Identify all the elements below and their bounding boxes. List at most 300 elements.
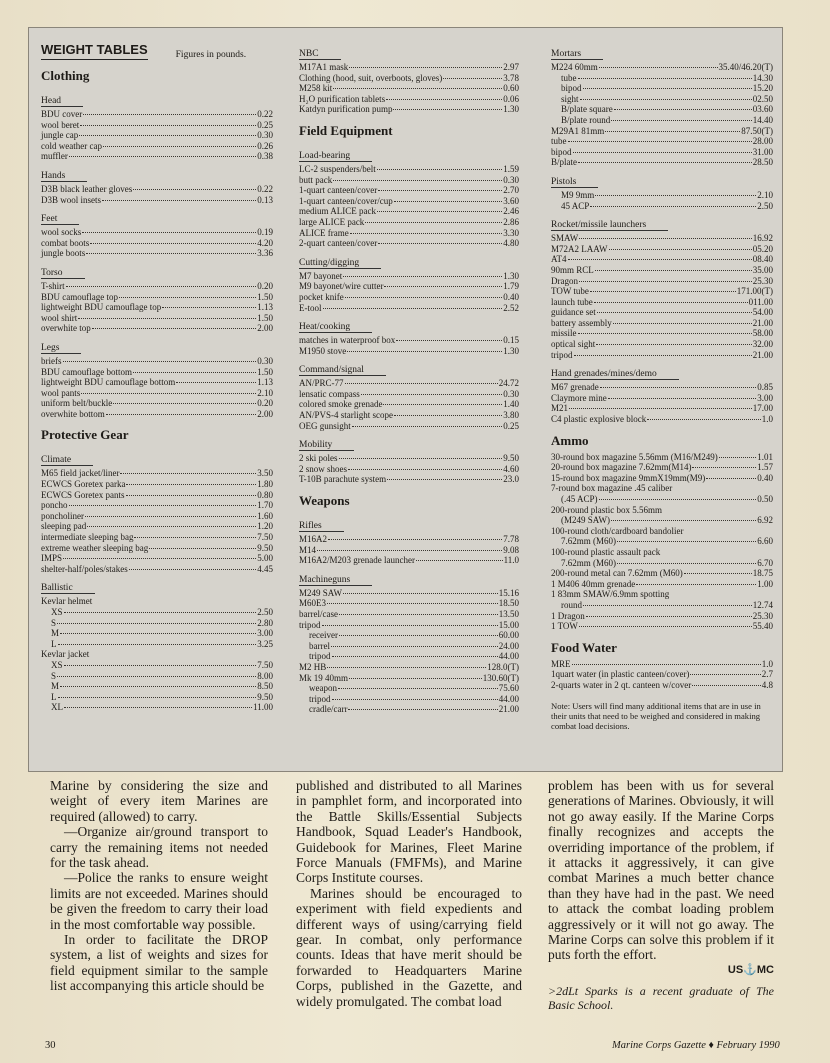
item-weight: 0.40 xyxy=(757,472,773,483)
item-weight: 2.50 xyxy=(757,200,773,211)
dot-leader xyxy=(349,678,482,679)
dot-leader xyxy=(579,626,752,627)
item-weight: 58.00 xyxy=(752,328,773,339)
table-row xyxy=(41,639,273,650)
item-weight: 0.50 xyxy=(757,494,773,504)
dot-leader xyxy=(87,526,256,527)
table-row xyxy=(551,233,773,244)
item-name: poncholiner xyxy=(41,510,84,521)
item-weight: 13.50 xyxy=(498,609,519,619)
item-name: 15-round box magazine 9mmX19mm(M9) xyxy=(551,472,706,483)
item-weight: 4.60 xyxy=(503,463,519,474)
table-row xyxy=(41,238,273,249)
item-name: T-10B parachute system xyxy=(299,474,387,485)
item-name: 30-round box magazine 5.56mm (M16/M249) xyxy=(551,451,718,462)
table-row xyxy=(551,568,773,579)
subsection-label: Legs xyxy=(41,343,81,354)
item-name: wool pants xyxy=(41,387,81,398)
subsection-heading xyxy=(299,566,519,588)
item-name: 1 83mm SMAW/6.9mm spotting xyxy=(551,589,670,600)
subsection-label: Hand grenades/mines/demo xyxy=(551,369,679,380)
dot-leader xyxy=(63,361,257,362)
table-row xyxy=(551,297,773,308)
table-row xyxy=(41,596,273,607)
dot-leader xyxy=(352,426,503,427)
item-name: lensatic compass xyxy=(299,388,360,399)
item-weight: 0.20 xyxy=(257,398,273,409)
item-name: 1-quart canteen/cover xyxy=(299,185,378,196)
dot-leader xyxy=(64,665,257,666)
item-name: ALICE frame xyxy=(299,227,349,238)
item-name: Mk 19 40mm xyxy=(299,672,349,683)
item-weight: 3.30 xyxy=(503,227,519,238)
item-name: M258 kit xyxy=(299,83,333,94)
dot-leader xyxy=(90,243,256,244)
item-weight: 16.92 xyxy=(752,233,773,244)
item-weight: 1.30 xyxy=(503,345,519,356)
subsection-heading xyxy=(299,249,519,271)
table-row xyxy=(551,611,773,622)
item-name: D3B black leather gloves xyxy=(41,183,133,194)
table-row xyxy=(41,292,273,303)
dot-leader xyxy=(327,603,498,604)
item-weight: 4.80 xyxy=(503,238,519,249)
item-name: overwhite top xyxy=(41,323,91,334)
section-heading: Ammo xyxy=(551,432,589,448)
table-row xyxy=(551,190,773,201)
item-weight: 35.00 xyxy=(752,264,773,275)
dot-leader xyxy=(597,312,752,313)
table-row xyxy=(299,206,519,217)
dot-leader xyxy=(719,457,757,458)
table-row xyxy=(41,323,273,334)
dot-leader xyxy=(60,686,256,687)
table-row xyxy=(299,630,519,641)
subsection-label: Mortars xyxy=(551,49,603,60)
item-weight: 1.30 xyxy=(503,270,519,281)
item-name: LC-2 suspenders/belt xyxy=(299,163,376,174)
item-weight: 75.60 xyxy=(498,683,519,694)
table-row xyxy=(551,462,773,473)
dot-leader xyxy=(83,114,256,115)
item-name: intermediate sleeping bag xyxy=(41,532,134,543)
table-row xyxy=(299,464,519,475)
section-heading: Field Equipment xyxy=(299,122,393,138)
dot-leader xyxy=(60,633,256,634)
subsection-heading xyxy=(551,211,773,233)
item-name: BDU camouflage top xyxy=(41,291,118,302)
item-weight: 2.46 xyxy=(503,206,519,217)
item-name: jungle cap xyxy=(41,130,79,141)
author-bio: >2dLt Sparks is a recent graduate of The Basic School. xyxy=(548,984,774,1013)
item-name: 100-round cloth/cardboard bandolier xyxy=(551,525,684,536)
item-name: BDU camouflage bottom xyxy=(41,366,132,377)
item-weight: 2.70 xyxy=(503,185,519,196)
item-name: L xyxy=(51,638,57,649)
dot-leader xyxy=(82,232,256,233)
item-weight: 25.30 xyxy=(752,275,773,286)
dot-leader xyxy=(323,308,503,309)
item-name: matches in waterproof box xyxy=(299,335,396,346)
item-weight: 3.00 xyxy=(757,392,773,403)
item-name: pocket knife xyxy=(299,291,344,302)
dot-leader xyxy=(133,189,256,190)
item-name: XS xyxy=(51,607,63,617)
dot-leader xyxy=(332,656,498,657)
item-name: SMAW xyxy=(551,233,579,244)
item-name: 1 Dragon xyxy=(551,610,585,621)
item-weight: 1.50 xyxy=(257,312,273,323)
item-weight: 1.20 xyxy=(257,521,273,532)
subsection-heading xyxy=(551,168,773,190)
item-name: M224 60mm xyxy=(551,62,598,72)
item-weight: 60.00 xyxy=(498,630,519,641)
subsection-heading xyxy=(551,360,773,382)
item-name: Clothing (hood, suit, overboots, gloves) xyxy=(299,72,443,83)
item-weight: 0.30 xyxy=(503,388,519,399)
item-name: overwhite bottom xyxy=(41,408,105,419)
item-weight: 1.80 xyxy=(257,479,273,490)
table-row xyxy=(551,115,773,126)
table-row xyxy=(551,147,773,158)
item-weight: 28.50 xyxy=(752,157,773,168)
dot-leader xyxy=(103,146,256,147)
table-row xyxy=(551,83,773,94)
item-weight: 1.79 xyxy=(503,281,519,292)
table-row xyxy=(551,536,773,547)
item-weight: 02.50 xyxy=(752,93,773,104)
section-heading: Protective Gear xyxy=(41,427,129,443)
table-row xyxy=(299,598,519,609)
item-name: 2 ski poles xyxy=(299,453,338,464)
table-row xyxy=(551,589,773,600)
dot-leader xyxy=(580,99,752,100)
dot-leader xyxy=(599,499,757,500)
table-row xyxy=(299,238,519,249)
table-row xyxy=(41,521,273,532)
dot-leader xyxy=(345,297,503,298)
article-paragraph: Marines should be encouraged to experiment with field expedients and different ways of using/carrying field gear. In combat, only performance counts. Ideas that have merit should be forwarded to Headquarters Marine Corps, published in the Gazette, and widely promulgated. The combat load xyxy=(296,885,522,1009)
item-name: 7.62mm (M60) xyxy=(561,557,616,568)
table-column-1 xyxy=(41,42,273,713)
dot-leader xyxy=(396,340,502,341)
item-weight: 3.60 xyxy=(503,195,519,206)
section-heading: Clothing xyxy=(41,68,90,83)
item-weight: 15.00 xyxy=(498,619,519,630)
item-name: 1 M406 40mm grenade xyxy=(551,578,636,589)
table-row xyxy=(551,382,773,393)
table-row xyxy=(551,350,773,361)
item-weight: 6.60 xyxy=(757,536,773,547)
subsection-heading xyxy=(41,87,273,109)
item-weight: 0.15 xyxy=(503,335,519,346)
table-row xyxy=(299,228,519,239)
item-name: M29A1 81mm xyxy=(551,125,605,136)
table-row xyxy=(299,389,519,400)
dot-leader xyxy=(64,612,257,613)
table-row xyxy=(299,651,519,662)
item-name: jungle boots xyxy=(41,248,86,259)
item-name: combat boots xyxy=(41,237,90,248)
item-weight: 54.00 xyxy=(752,307,773,318)
item-weight: 0.13 xyxy=(257,194,273,205)
item-name: 1quart water (in plastic canteen/cover) xyxy=(551,669,690,680)
item-weight: 3.80 xyxy=(503,410,519,421)
table-row xyxy=(551,414,773,425)
dot-leader xyxy=(333,88,502,89)
dot-leader xyxy=(113,403,256,404)
dot-leader xyxy=(387,479,502,480)
table-row xyxy=(299,683,519,694)
table-row xyxy=(551,680,773,691)
item-weight: 1.13 xyxy=(257,302,273,313)
table-title: WEIGHT TABLES xyxy=(41,42,148,60)
dot-leader xyxy=(85,516,256,517)
item-name: bipod xyxy=(561,83,582,94)
dot-leader xyxy=(86,253,256,254)
dot-leader xyxy=(365,222,502,223)
dot-leader xyxy=(120,473,256,474)
section-heading: Food Water xyxy=(551,639,617,655)
table-row xyxy=(41,607,273,618)
dot-leader xyxy=(345,383,498,384)
item-weight: 14.40 xyxy=(752,114,773,125)
table-row xyxy=(41,500,273,511)
table-row xyxy=(551,307,773,318)
item-weight: 4.20 xyxy=(257,237,273,248)
item-name: large ALICE pack xyxy=(299,216,365,227)
dot-leader xyxy=(647,419,761,420)
table-row xyxy=(299,346,519,357)
dot-leader xyxy=(609,249,752,250)
article-column-1 xyxy=(50,778,268,994)
item-weight: 3.78 xyxy=(503,72,519,83)
dot-leader xyxy=(69,505,257,506)
item-name: tripod xyxy=(551,349,573,360)
dot-leader xyxy=(443,78,502,79)
table-row xyxy=(299,588,519,599)
item-name: M249 SAW xyxy=(299,587,343,598)
item-name: tube xyxy=(551,136,567,147)
item-weight: 55.40 xyxy=(752,621,773,632)
dot-leader xyxy=(574,355,752,356)
table-row xyxy=(41,409,273,420)
dot-leader xyxy=(393,109,502,110)
dot-leader xyxy=(339,458,503,459)
item-name: shelter-half/poles/stakes xyxy=(41,563,128,574)
article-paragraph: —Organize air/ground transport to carry the remaining items not needed for the task ahead. xyxy=(50,824,268,871)
subsection-label: Feet xyxy=(41,214,79,225)
item-name: weapon xyxy=(309,683,337,694)
item-name: TOW tube xyxy=(551,286,589,297)
item-name: extreme weather sleeping bag xyxy=(41,542,149,553)
table-row xyxy=(41,671,273,682)
item-weight: 44.00 xyxy=(498,651,519,662)
item-weight: 1.30 xyxy=(503,104,519,115)
table-row xyxy=(299,271,519,282)
table-note: Note: Users will find many additional items that are in use in their units that need to be weighed and considered in making combat load decisions. xyxy=(551,700,761,732)
item-weight: 7.78 xyxy=(503,534,519,545)
item-weight: 44.00 xyxy=(498,693,519,704)
dot-leader xyxy=(394,201,503,202)
item-name: 7.62mm (M60) xyxy=(561,536,616,547)
dot-leader xyxy=(608,398,757,399)
item-weight: 2.00 xyxy=(257,408,273,419)
table-row xyxy=(551,339,773,350)
table-row xyxy=(551,73,773,84)
item-name: M67 grenade xyxy=(551,382,599,393)
dot-leader xyxy=(383,404,502,405)
item-weight: 0.60 xyxy=(503,83,519,94)
dot-leader xyxy=(149,548,256,549)
table-row xyxy=(551,136,773,147)
item-name: M xyxy=(51,628,60,639)
dot-leader xyxy=(684,573,752,574)
item-weight: 2.10 xyxy=(757,189,773,200)
item-weight: 0.30 xyxy=(503,174,519,185)
table-row xyxy=(551,483,773,494)
subsection-label: Pistols xyxy=(551,177,598,188)
dot-leader xyxy=(605,131,740,132)
item-name: optical sight xyxy=(551,339,596,350)
table-row xyxy=(41,184,273,195)
table-row xyxy=(41,367,273,378)
item-name: 200-round metal can 7.62mm (M60) xyxy=(551,568,683,579)
item-weight: 8.50 xyxy=(257,681,273,692)
table-row xyxy=(551,494,773,505)
dot-leader xyxy=(578,162,752,163)
item-weight: 2.10 xyxy=(257,387,273,398)
item-weight: 2.52 xyxy=(503,302,519,313)
section-heading: Weapons xyxy=(299,493,350,509)
item-name: sight xyxy=(561,93,579,104)
table-row xyxy=(299,94,519,105)
item-weight: 11.0 xyxy=(503,555,519,566)
table-row xyxy=(551,244,773,255)
item-name: M7 bayonet xyxy=(299,270,343,281)
item-name: Kevlar jacket xyxy=(41,649,90,660)
item-name: barrel/case xyxy=(299,609,338,619)
item-name: AN/PVS-4 starlight scope xyxy=(299,410,393,421)
subsection-label: Torso xyxy=(41,268,85,279)
item-weight: 0.25 xyxy=(257,119,273,130)
dot-leader xyxy=(384,286,502,287)
table-row xyxy=(41,151,273,162)
item-weight: 2.00 xyxy=(257,323,273,334)
dot-leader xyxy=(343,276,502,277)
dot-leader xyxy=(349,67,502,68)
table-row xyxy=(551,452,773,463)
article-paragraph: Marine by considering the size and weight of every item Marines are required (allowed) to carry. xyxy=(50,778,268,824)
item-name: tripod xyxy=(309,651,331,662)
item-weight: 21.00 xyxy=(498,704,519,715)
item-name: 2 snow shoes xyxy=(299,463,348,474)
item-name: M60E3 xyxy=(299,598,326,609)
article-paragraph: published and distributed to all Marines in pamphlet form, and incorporated into the Battle Skills/Essential Subjects Handbook, Squad Leader's Handbook, Guidebook for Marines, Fleet Marine Force Manuals (FMFMs), and Marine Corps Institute courses. xyxy=(296,778,522,886)
table-row xyxy=(551,403,773,414)
dot-leader xyxy=(79,135,256,136)
table-row xyxy=(299,164,519,175)
item-name: cold weather cap xyxy=(41,140,102,151)
item-name: poncho xyxy=(41,500,68,511)
dot-leader xyxy=(176,382,256,383)
item-weight: 130.60(T) xyxy=(482,672,519,683)
item-name: receiver xyxy=(309,630,338,641)
item-weight: 2.97 xyxy=(503,62,519,72)
item-name: sleeping pad xyxy=(41,521,87,532)
subsection-heading xyxy=(299,512,519,534)
dot-leader xyxy=(339,614,498,615)
dot-leader xyxy=(338,688,498,689)
table-row xyxy=(299,609,519,620)
item-name: battery assembly xyxy=(551,317,612,328)
item-weight: 1.59 xyxy=(503,163,519,174)
dot-leader xyxy=(106,414,257,415)
item-name: XS xyxy=(51,659,63,670)
table-row xyxy=(299,292,519,303)
table-row xyxy=(551,547,773,558)
item-weight: 28.00 xyxy=(752,136,773,147)
item-weight: 0.85 xyxy=(757,382,773,393)
dot-leader xyxy=(613,323,752,324)
table-row xyxy=(41,248,273,259)
subsection-heading xyxy=(41,162,273,184)
dot-leader xyxy=(134,537,256,538)
item-name: guidance set xyxy=(551,307,596,318)
dot-leader xyxy=(573,152,752,153)
item-name: tripod xyxy=(299,619,321,630)
item-weight: 1.60 xyxy=(257,510,273,521)
dot-leader xyxy=(162,307,256,308)
item-name: briefs xyxy=(41,355,62,366)
item-weight: 23.0 xyxy=(503,474,519,485)
dot-leader xyxy=(347,351,502,352)
dot-leader xyxy=(596,344,752,345)
table-row xyxy=(551,393,773,404)
table-row xyxy=(551,515,773,526)
item-name: C4 plastic explosive block xyxy=(551,414,647,425)
item-weight: 35.40/46.20(T) xyxy=(718,62,773,72)
item-name: bipod xyxy=(551,146,572,157)
table-row xyxy=(299,555,519,566)
dot-leader xyxy=(578,333,752,334)
subsection-label: Ballistic xyxy=(41,583,95,594)
item-name: M2 HB xyxy=(299,661,327,672)
table-row xyxy=(551,526,773,537)
subsection-label: Machineguns xyxy=(299,575,372,586)
item-weight: 9.50 xyxy=(257,691,273,702)
item-name: barrel xyxy=(309,640,330,651)
item-name: M17A1 mask xyxy=(299,62,349,72)
item-name: 2-quarts water in 2 qt. canteen w/cover xyxy=(551,679,692,690)
item-name: D3B wool insets xyxy=(41,194,102,205)
dot-leader xyxy=(378,243,502,244)
table-row xyxy=(41,195,273,206)
dot-leader xyxy=(64,707,252,708)
table-row xyxy=(299,620,519,631)
item-weight: 0.19 xyxy=(257,227,273,238)
item-weight: 0.22 xyxy=(257,183,273,194)
dot-leader xyxy=(692,467,756,468)
dot-leader xyxy=(361,394,503,395)
subsection-label: Rocket/missile launchers xyxy=(551,220,668,231)
table-row xyxy=(41,702,273,713)
item-name: uniform belt/buckle xyxy=(41,398,113,409)
dot-leader xyxy=(331,646,498,647)
dot-leader xyxy=(611,520,756,521)
item-weight: 1.00 xyxy=(757,578,773,589)
dot-leader xyxy=(317,550,502,551)
